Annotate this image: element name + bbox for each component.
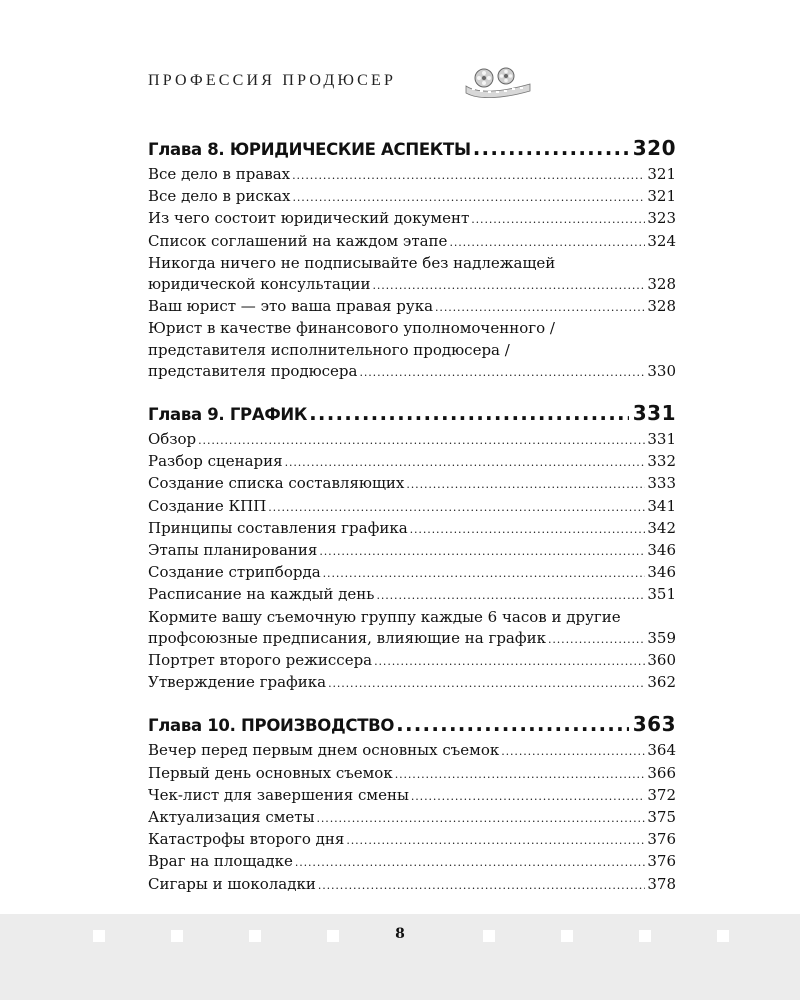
toc-entry bbox=[148, 874, 676, 896]
dot-leader bbox=[292, 165, 645, 186]
entry-page: 342 bbox=[647, 518, 676, 537]
dot-leader bbox=[323, 563, 646, 584]
decorative-square bbox=[483, 930, 495, 942]
toc-entry bbox=[148, 164, 676, 186]
entry-page: 351 bbox=[647, 585, 676, 604]
entry-page: 346 bbox=[647, 541, 676, 560]
entry-title-last-line bbox=[148, 628, 676, 650]
entry-title: Расписание на каждый день bbox=[148, 585, 375, 604]
running-title: ПРОФЕССИЯ ПРОДЮСЕР bbox=[148, 72, 397, 89]
entry-page: 328 bbox=[647, 275, 676, 294]
decorative-square bbox=[561, 930, 573, 942]
toc-entry bbox=[148, 186, 676, 208]
chapter-title: Глава 8. ЮРИДИЧЕСКИЕ АСПЕКТЫ bbox=[148, 140, 471, 159]
entry-title: Принципы составления графика bbox=[148, 518, 408, 537]
entry-title-line: юридической консультации bbox=[148, 275, 371, 294]
chapter-heading bbox=[148, 712, 676, 738]
entry-title: Обзор bbox=[148, 430, 197, 449]
decorative-square bbox=[717, 930, 729, 942]
toc-entry bbox=[148, 518, 676, 540]
dot-leader bbox=[198, 430, 645, 451]
entry-page: 333 bbox=[647, 474, 676, 493]
chapter-title: Глава 9. ГРАФИК bbox=[148, 405, 308, 425]
entry-page: 376 bbox=[647, 852, 676, 871]
toc-entry bbox=[148, 473, 676, 495]
toc-entry bbox=[148, 763, 676, 785]
entry-title: Вечер перед первым днем основных съемок bbox=[148, 741, 500, 760]
toc-entry bbox=[148, 231, 676, 253]
entry-page: 331 bbox=[647, 430, 676, 449]
dot-leader bbox=[317, 808, 646, 829]
dot-leader bbox=[471, 209, 645, 230]
entry-title: Сигары и шоколадки bbox=[148, 874, 316, 893]
entry-page: 321 bbox=[647, 187, 676, 206]
entry-page: 321 bbox=[647, 165, 676, 183]
toc-entry bbox=[148, 429, 676, 451]
entry-title: Утверждение графика bbox=[148, 673, 327, 692]
entry-title-last-line bbox=[148, 274, 676, 296]
entry-page: 323 bbox=[647, 209, 676, 228]
dot-leader bbox=[346, 830, 645, 851]
dot-leader bbox=[328, 673, 645, 694]
entry-title-line: Кормите вашу съемочную группу каждые 6 часов и другие bbox=[148, 607, 621, 626]
entry-title: Создание КПП bbox=[148, 496, 267, 515]
entry-title: Катастрофы второго дня bbox=[148, 830, 345, 849]
toc-entry bbox=[148, 584, 676, 606]
entry-title-last-line bbox=[148, 361, 676, 383]
entry-page: 341 bbox=[647, 496, 676, 515]
page-number: 8 bbox=[395, 926, 405, 942]
toc-entry bbox=[148, 296, 676, 318]
decorative-square bbox=[93, 930, 105, 942]
toc-entry bbox=[148, 807, 676, 829]
entry-title: Создание списка составляющих bbox=[148, 474, 405, 493]
entry-title: Этапы планирования bbox=[148, 541, 318, 560]
toc-entry bbox=[148, 740, 676, 762]
dot-leader bbox=[548, 629, 645, 650]
entry-page: 366 bbox=[647, 763, 676, 782]
entry-title: Враг на площадке bbox=[148, 852, 293, 871]
entry-page: 362 bbox=[647, 673, 676, 692]
entry-title: Список соглашений на каждом этапе bbox=[148, 231, 448, 250]
dot-leader bbox=[411, 786, 645, 807]
decorative-square bbox=[171, 930, 183, 942]
chapter-page: 320 bbox=[632, 136, 676, 160]
entry-page: 346 bbox=[647, 563, 676, 582]
entry-title: Разбор сценария bbox=[148, 452, 283, 471]
decorative-square bbox=[249, 930, 261, 942]
dot-leader bbox=[319, 541, 645, 562]
entry-page: 359 bbox=[647, 628, 676, 647]
toc-entry bbox=[148, 851, 676, 873]
entry-page: 328 bbox=[647, 297, 676, 316]
dot-leader bbox=[435, 297, 645, 318]
entry-title-line: представителя исполнительного продюсера / bbox=[148, 340, 510, 359]
entry-page: 375 bbox=[647, 808, 676, 827]
toc-entry bbox=[148, 451, 676, 473]
entry-page: 372 bbox=[647, 785, 676, 804]
entry-page: 324 bbox=[647, 231, 676, 250]
dot-leader bbox=[318, 875, 646, 896]
entry-title: Чек-лист для завершения смены bbox=[148, 785, 409, 804]
toc-entry bbox=[148, 540, 676, 562]
entry-title: Актуализация сметы bbox=[148, 808, 315, 827]
entry-title: Все дело в правах bbox=[148, 165, 291, 183]
dot-leader bbox=[309, 401, 629, 425]
chapter-section bbox=[148, 136, 676, 383]
entry-title-line: профсоюзные предписания, влияющие на график bbox=[148, 628, 546, 647]
toc-entry bbox=[148, 650, 676, 672]
entry-title-line: Никогда ничего не подписывайте без надлежащей bbox=[148, 253, 556, 272]
entry-title-line: представителя продюсера bbox=[148, 361, 358, 380]
dot-leader bbox=[473, 136, 629, 160]
entry-title: Портрет второго режиссера bbox=[148, 651, 373, 670]
toc-entry bbox=[148, 607, 676, 650]
toc-entry bbox=[148, 785, 676, 807]
dot-leader bbox=[396, 712, 629, 736]
dot-leader bbox=[395, 764, 646, 785]
entry-title: Первый день основных съемок bbox=[148, 763, 393, 782]
toc-entry bbox=[148, 562, 676, 584]
film-reel-icon bbox=[462, 64, 534, 98]
entry-page: 364 bbox=[647, 741, 676, 760]
toc-entry bbox=[148, 318, 676, 383]
dot-leader bbox=[376, 585, 645, 606]
chapter-page: 331 bbox=[632, 401, 676, 426]
entry-page: 378 bbox=[647, 874, 676, 893]
entry-page: 360 bbox=[647, 651, 676, 670]
chapter-heading bbox=[148, 401, 676, 427]
toc-entry bbox=[148, 672, 676, 694]
entry-title: Все дело в рисках bbox=[148, 187, 291, 206]
dot-leader bbox=[293, 187, 646, 208]
entry-page: 332 bbox=[647, 452, 676, 471]
dot-leader bbox=[295, 852, 646, 873]
running-header bbox=[148, 68, 396, 94]
dot-leader bbox=[374, 651, 645, 672]
chapter-section bbox=[148, 712, 676, 895]
dot-leader bbox=[359, 362, 645, 383]
dot-leader bbox=[268, 497, 645, 518]
dot-leader bbox=[449, 232, 645, 253]
toc-entry bbox=[148, 208, 676, 230]
entry-page: 330 bbox=[647, 361, 676, 380]
decorative-square bbox=[639, 930, 651, 942]
dot-leader bbox=[372, 275, 645, 296]
dot-leader bbox=[410, 519, 646, 540]
chapter-heading bbox=[148, 136, 676, 162]
entry-title: Создание стрипборда bbox=[148, 563, 321, 582]
chapter-page: 363 bbox=[632, 712, 676, 737]
dot-leader bbox=[406, 474, 645, 495]
toc-entry bbox=[148, 829, 676, 851]
entry-title-line: Юрист в качестве финансового уполномоченного / bbox=[148, 319, 555, 338]
dot-leader bbox=[285, 452, 646, 473]
entry-title: Ваш юрист — это ваша правая рука bbox=[148, 297, 434, 316]
entry-page: 376 bbox=[647, 830, 676, 849]
chapter-title: Глава 10. ПРОИЗВОДСТВО bbox=[148, 716, 395, 736]
toc-entry bbox=[148, 496, 676, 518]
table-of-contents bbox=[148, 136, 676, 896]
toc-entry bbox=[148, 253, 676, 296]
chapter-section bbox=[148, 401, 676, 694]
decorative-square bbox=[327, 930, 339, 942]
dot-leader bbox=[501, 741, 645, 762]
entry-title: Из чего состоит юридический документ bbox=[148, 209, 470, 228]
